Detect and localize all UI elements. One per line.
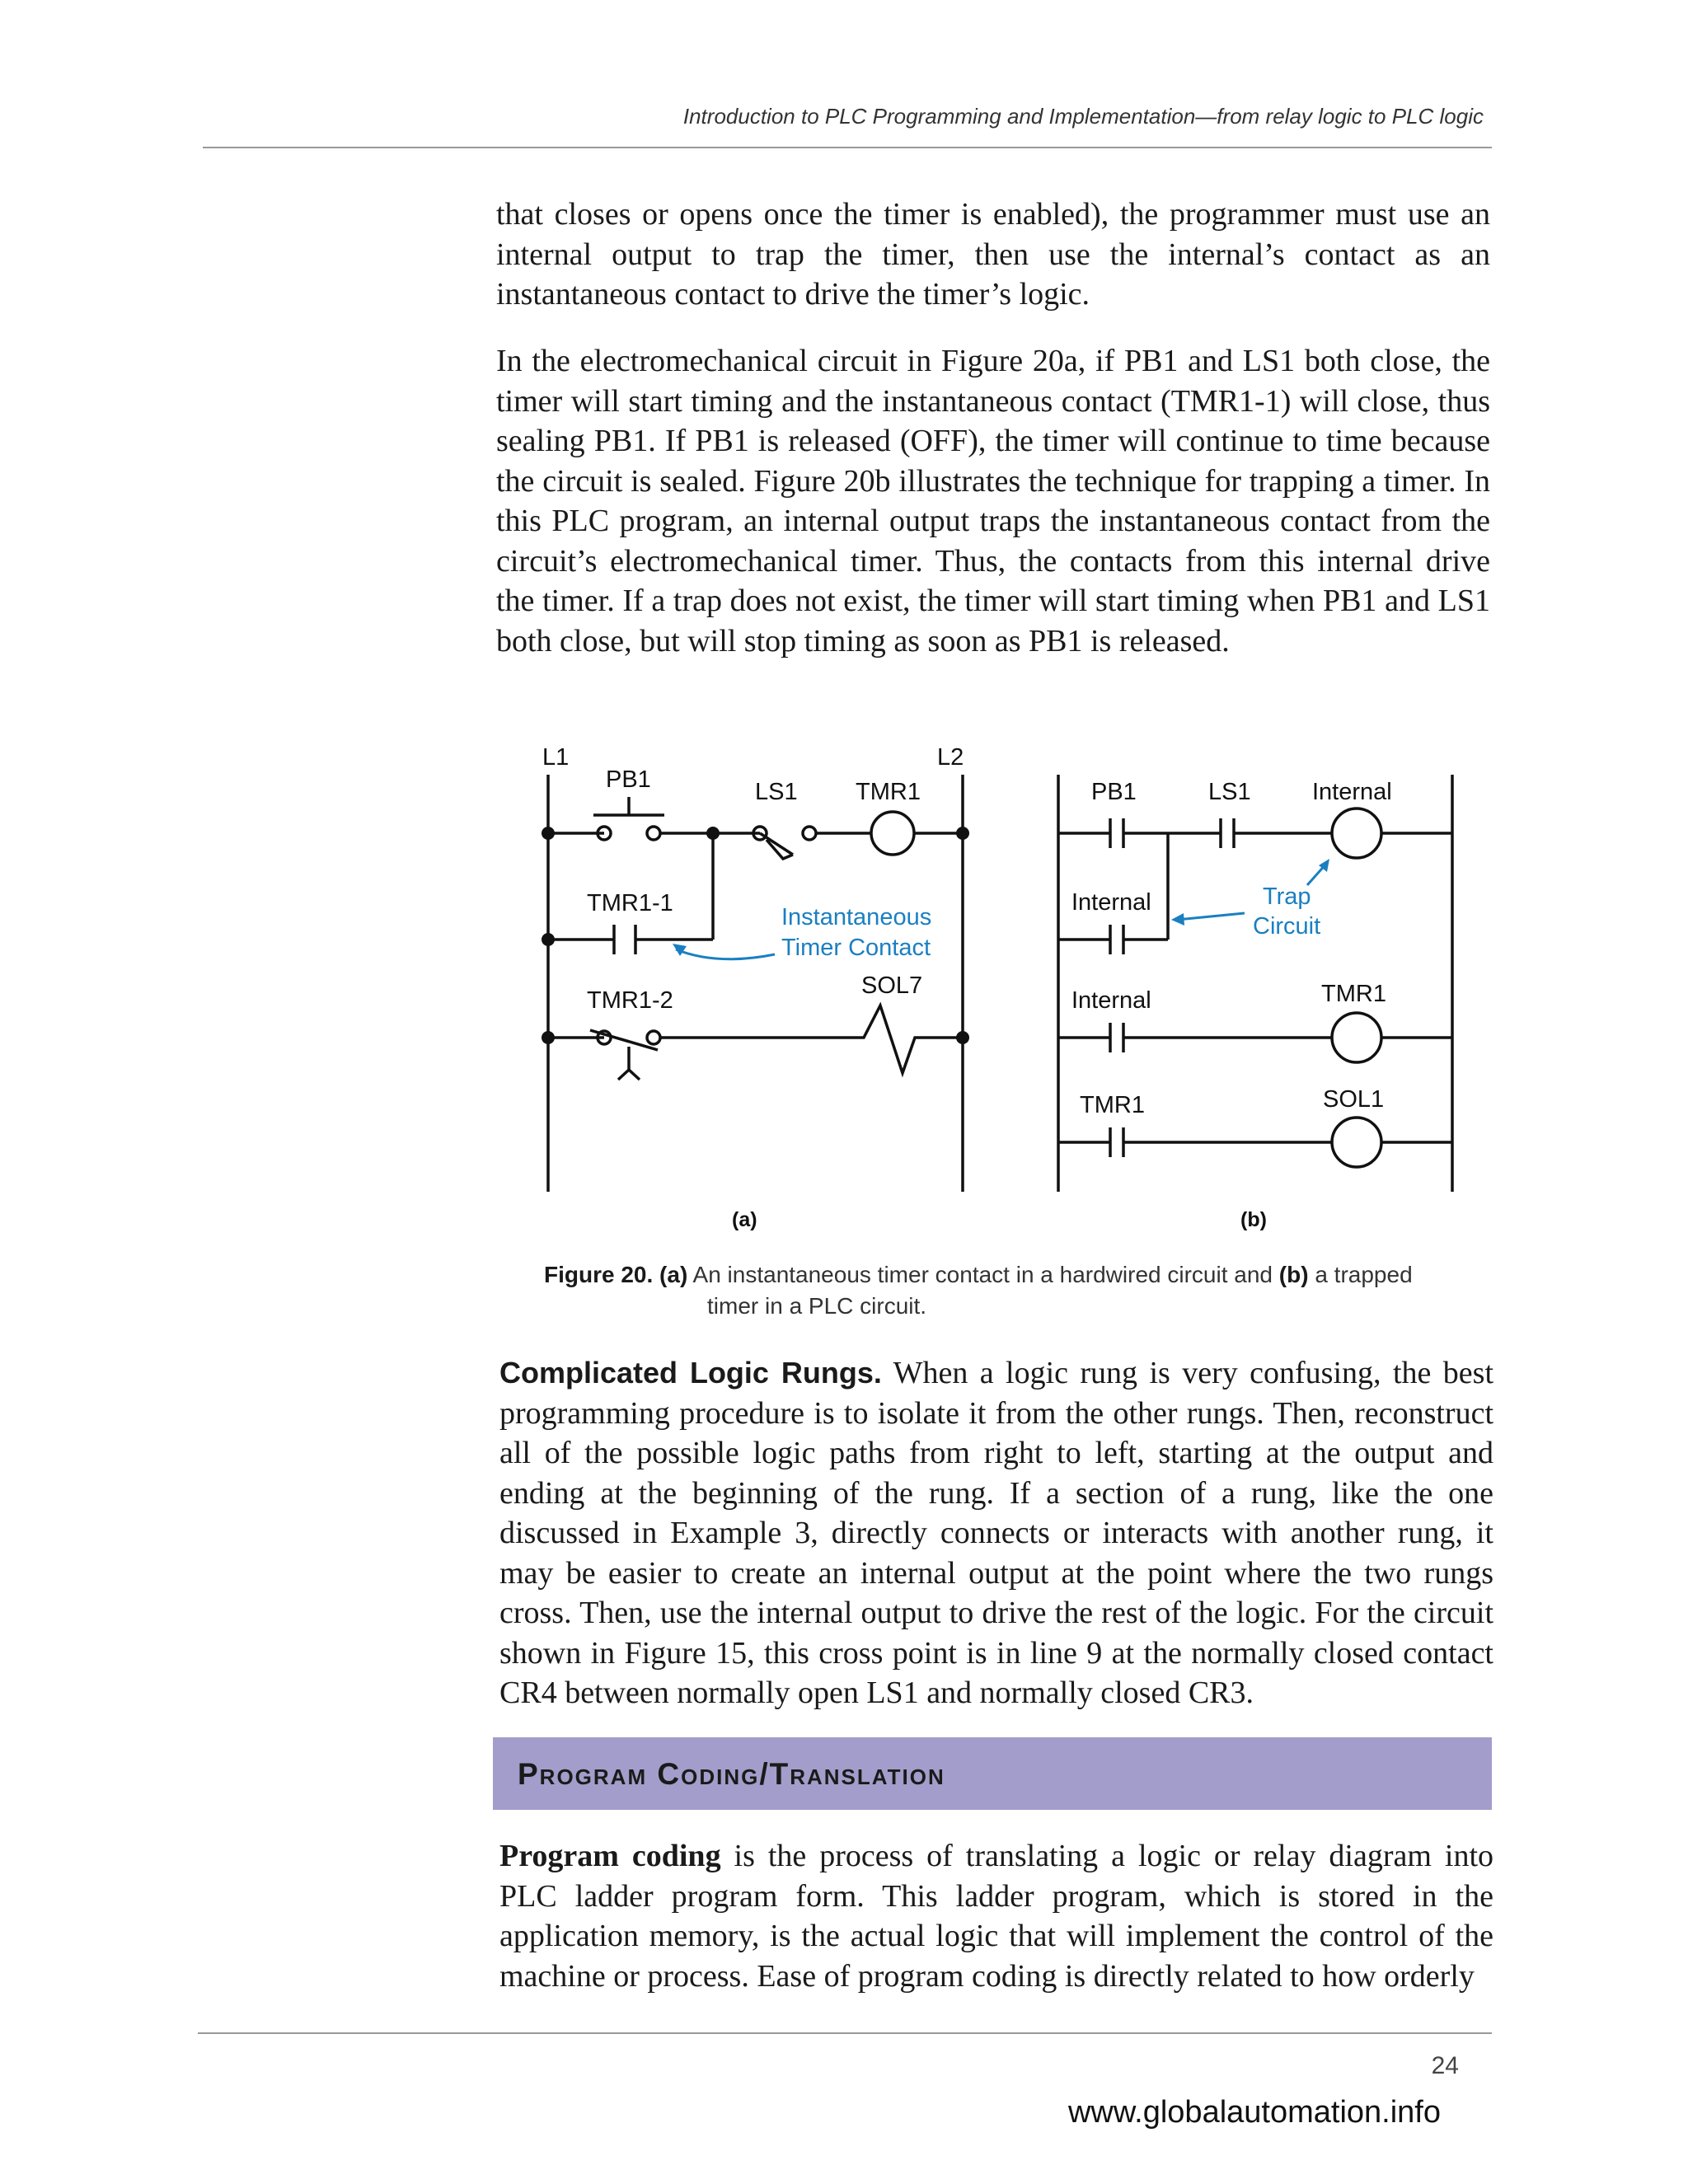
running-header: Introduction to PLC Programming and Implementation—from relay logic to PLC logic (682, 104, 1484, 129)
footer-url[interactable]: www.globalautomation.info (1067, 2095, 1441, 2130)
paragraph-3 (499, 1353, 1493, 1713)
annotation-instantaneous: Instantaneous (781, 904, 932, 930)
section-title: Program Coding/Translation (518, 1757, 945, 1791)
label-tmr1-2: TMR1-2 (587, 987, 673, 1014)
caption-text-1: An instantaneous timer contact in a hardwired circuit and (687, 1262, 1279, 1287)
paragraph-4-lead: Program coding (499, 1839, 721, 1873)
section-bar (493, 1737, 1492, 1810)
caption-text-2: a trapped (1308, 1262, 1413, 1287)
label-sol7: SOL7 (861, 972, 923, 999)
paragraph-1: that closes or opens once the timer is enabled), the programmer must use an internal output to trap the timer, then use the internal’s contact as an instantaneous contact to drive the timer’s logic. (496, 197, 1490, 312)
header-rule (203, 147, 1492, 148)
label-pb1-b: PB1 (1091, 779, 1137, 805)
annotation-circuit: Circuit (1253, 913, 1321, 940)
annotation-trap: Trap (1263, 883, 1311, 910)
caption-figure-label: Figure 20. (544, 1262, 654, 1287)
paragraph-4 (499, 1836, 1493, 1996)
label-ls1-a: LS1 (755, 779, 798, 805)
paragraph-4-text: is the process of translating a logic or relay diagram into PLC ladder program form. This ladder program, which is stored in the application memory, is the actual logic that will implement the control of the machine or process. Ease of program coding is directly related to how orderly (499, 1839, 1494, 1994)
label-sub-a: (a) (732, 1208, 757, 1231)
label-sub-b: (b) (1240, 1208, 1267, 1231)
label-sol1: SOL1 (1323, 1086, 1385, 1113)
page-number: 24 (1431, 2052, 1459, 2079)
figure-caption (544, 1259, 1498, 1322)
figure-20 (511, 733, 1500, 1253)
label-tmr1-contact: TMR1 (1080, 1092, 1145, 1118)
label-l1: L1 (542, 744, 570, 771)
caption-a-label: (a) (659, 1262, 688, 1287)
paragraph-3-lead: Complicated Logic Rungs. (499, 1356, 882, 1390)
caption-text-3: timer in a PLC circuit. (707, 1293, 927, 1319)
label-internal-contact: Internal (1071, 987, 1151, 1014)
paragraph-3-text: When a logic rung is very confusing, the best programming procedure is to isolate it from the other rungs. Then, reconstruct all of the possible logic paths from right to left, starting at the output and ending at the beginning of the rung. If a section of a rung, like the one discussed in Example 3, directly connects or interacts with another rung, it may be easier to create an internal output at the point where the two rungs cross. Then, use the internal output to drive the rest of the logic. For the circuit shown in Figure 15, this cross point is in line 9 at the normally closed contact CR4 between normally open LS1 and normally closed CR3. (499, 1356, 1493, 1710)
label-internal-seal: Internal (1071, 889, 1151, 916)
label-tmr1-1: TMR1-1 (587, 890, 673, 916)
caption-b-label: (b) (1278, 1262, 1309, 1287)
label-tmr1-coil-a: TMR1 (856, 779, 921, 805)
paragraph-2: In the electromechanical circuit in Figure 20a, if PB1 and LS1 both close, the timer will start timing and the instantaneous contact (TMR1-1) will close, thus sealing PB1. If PB1 is released (OFF), the timer will continue to time because the circuit is sealed. Figure 20b illustrates the technique for trapping a timer. In this PLC program, an internal output traps the instantaneous contact from the circuit’s electromechanical timer. Thus, the contacts from this internal drive the timer. If a trap does not exist, the timer will start timing when PB1 and LS1 both close, but will stop timing as soon as PB1 is released. (496, 344, 1490, 658)
footer-rule (198, 2032, 1492, 2034)
annotation-timer-contact: Timer Contact (781, 935, 931, 961)
label-pb1-a: PB1 (606, 766, 651, 793)
label-internal-out: Internal (1312, 779, 1392, 805)
label-ls1-b: LS1 (1208, 779, 1251, 805)
label-l2: L2 (937, 744, 964, 771)
label-tmr1-coil-b: TMR1 (1321, 981, 1386, 1007)
